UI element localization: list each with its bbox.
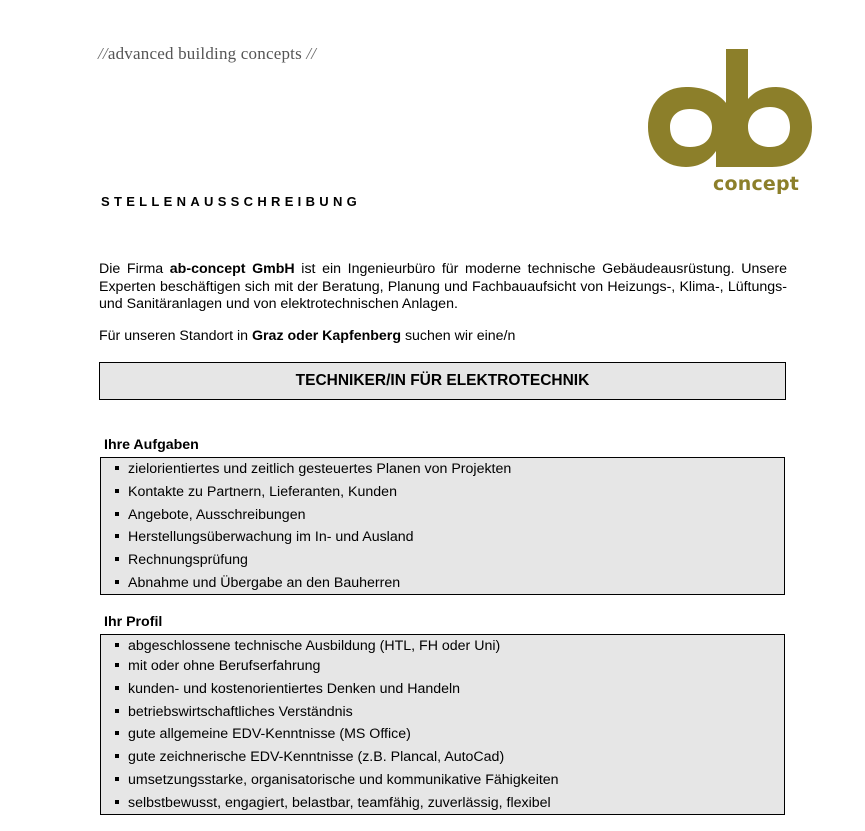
bullet-icon: [115, 534, 119, 538]
list-item-text: mit oder ohne Berufserfahrung: [128, 658, 321, 674]
list-item: [101, 772, 559, 788]
tagline-suffix: //: [306, 44, 317, 63]
list-item-text: betriebswirtschaftliches Verständnis: [128, 704, 353, 720]
list-item-text: Angebote, Ausschreibungen: [128, 507, 306, 523]
list-item: [101, 552, 248, 568]
bullet-icon: [115, 731, 119, 735]
bullet-icon: [115, 512, 119, 516]
company-name: ab-concept GmbH: [169, 261, 295, 277]
location-sentence: [99, 328, 515, 344]
list-item: [101, 507, 305, 523]
aufgaben-heading: Ihre Aufgaben: [104, 437, 199, 453]
list-item: [101, 484, 397, 500]
intro-paragraph: [99, 261, 787, 314]
position-title-box: [99, 362, 786, 400]
list-item-text: kunden- und kostenorientiertes Denken und Handeln: [128, 681, 461, 697]
list-item-text: zielorientiertes und zeitlich gesteuertes Planen von Projekten: [128, 461, 512, 477]
bullet-icon: [115, 754, 119, 758]
location-suffix: suchen wir eine/n: [401, 328, 516, 344]
list-item: [101, 795, 551, 811]
tagline-text: advanced building concepts: [107, 44, 302, 63]
list-item: [101, 749, 504, 765]
list-item-text: selbstbewusst, engagiert, belastbar, teamfähig, zuverlässig, flexibel: [128, 795, 551, 811]
aufgaben-list: [100, 457, 785, 595]
company-tagline: [98, 44, 316, 64]
list-item-text: Kontakte zu Partnern, Lieferanten, Kunden: [128, 484, 397, 500]
bullet-icon: [115, 557, 119, 561]
list-item-text: abgeschlossene technische Ausbildung (HTL, FH oder Uni): [128, 638, 501, 654]
list-item: [101, 461, 511, 477]
profil-heading: Ihr Profil: [104, 614, 163, 630]
location-name: Graz oder Kapfenberg: [252, 328, 401, 344]
list-item-text: Abnahme und Übergabe an den Bauherren: [128, 575, 401, 591]
bullet-icon: [115, 777, 119, 781]
list-item: [101, 681, 460, 697]
bullet-icon: [115, 663, 119, 667]
list-item: [101, 704, 353, 720]
document-title: STELLENAUSSCHREIBUNG: [101, 194, 362, 209]
list-item-text: umsetzungsstarke, organisatorische und kommunikative Fähigkeiten: [128, 772, 559, 788]
list-item: [101, 658, 320, 674]
intro-text-start: Die Firma: [99, 261, 170, 277]
logo-letter-a: [648, 87, 734, 167]
list-item-text: gute zeichnerische EDV-Kenntnisse (z.B. Plancal, AutoCad): [128, 749, 505, 765]
list-item: [101, 575, 400, 591]
intro-text-end: ist ein Ingenieurbüro für moderne technische Gebäudeausrüstung. Unsere Experten beschäftigen sich mit der Beratung, Planung und Fachbauaufsicht von Heizungs-, Klima-, Lüftungs- und Sanitäranlagen und von elektrotechnischen Anlagen.: [99, 261, 787, 312]
list-item-text: gute allgemeine EDV-Kenntnisse (MS Office): [128, 726, 411, 742]
logo-letter-b: [726, 49, 812, 167]
list-item: [101, 638, 500, 654]
position-title: TECHNIKER/IN FÜR ELEKTROTECHNIK: [295, 372, 590, 389]
bullet-icon: [115, 686, 119, 690]
bullet-icon: [115, 800, 119, 804]
profil-list: [100, 634, 785, 815]
bullet-icon: [115, 580, 119, 584]
bullet-icon: [115, 709, 119, 713]
list-item-text: Herstellungsüberwachung im In- und Ausland: [128, 529, 414, 545]
bullet-icon: [115, 489, 119, 493]
list-item: [101, 529, 414, 545]
location-prefix: Für unseren Standort in: [99, 328, 252, 344]
list-item: [101, 726, 411, 742]
list-item-text: Rechnungsprüfung: [128, 552, 248, 568]
bullet-icon: [115, 466, 119, 470]
tagline-prefix: //: [98, 44, 108, 63]
bullet-icon: [115, 643, 119, 647]
logo-wordmark: concept: [713, 173, 800, 195]
